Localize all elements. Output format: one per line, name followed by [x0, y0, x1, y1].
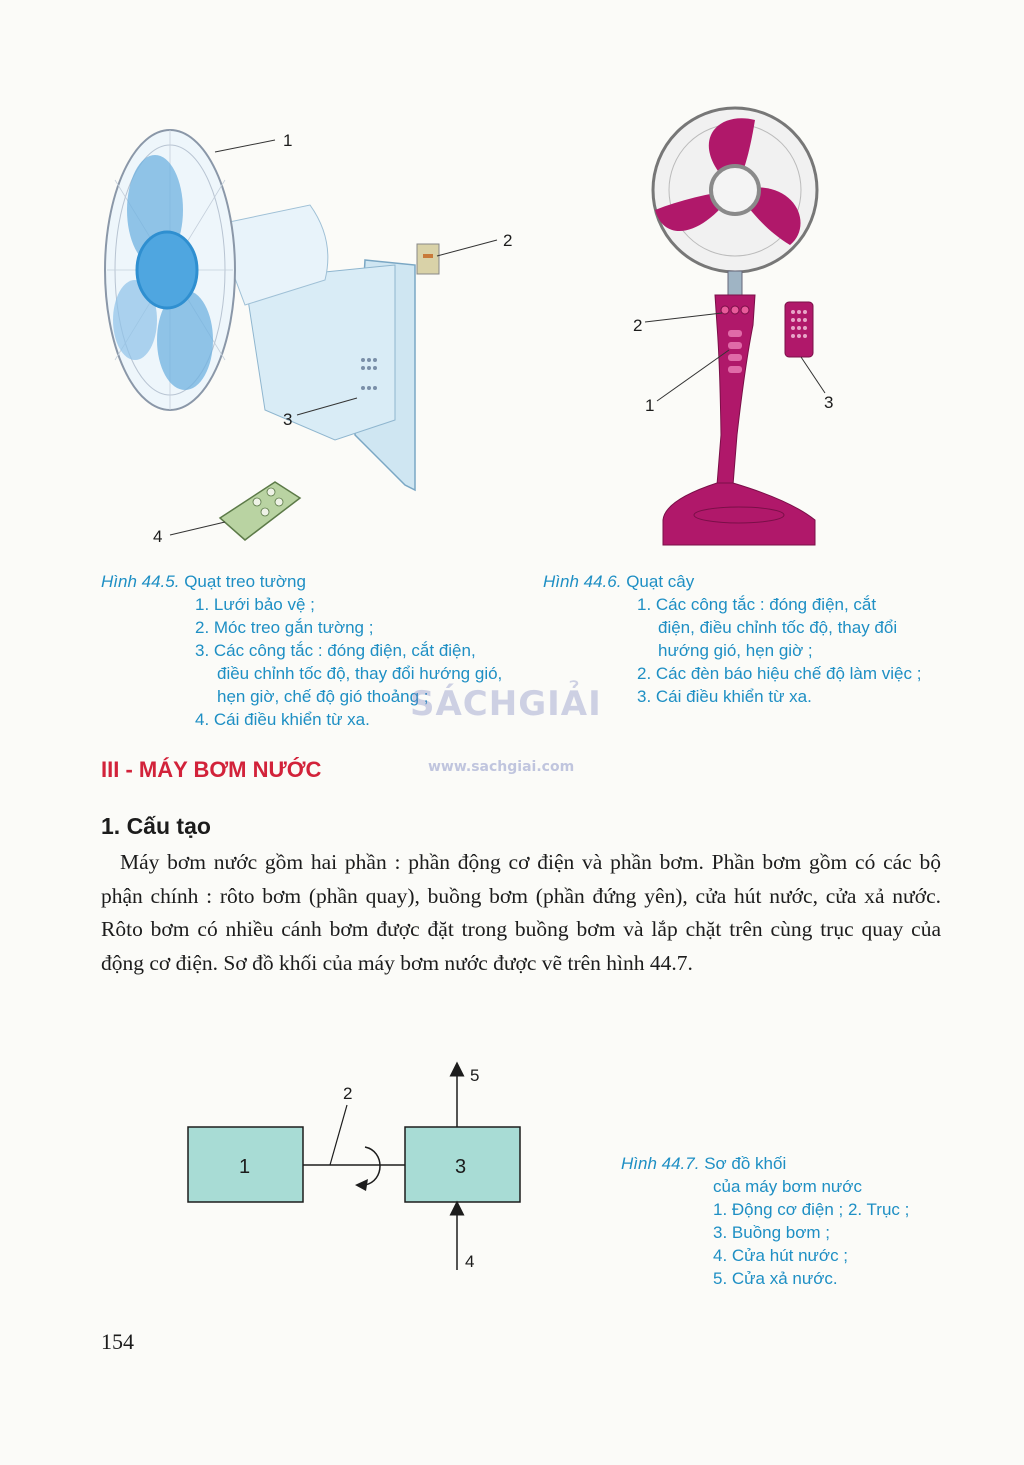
- pump-block-diagram: [180, 1055, 540, 1280]
- figure-44-5-item: 3. Các công tắc : đóng điện, cắt điện,: [195, 641, 476, 660]
- figure-44-5-label: Hình 44.5.: [101, 572, 180, 591]
- watermark-brand: SÁCHGIẢI: [410, 684, 602, 724]
- figure-44-6-item: 1. Các công tắc : đóng điện, cắt: [637, 595, 877, 614]
- subsection-heading: 1. Cấu tạo: [101, 813, 211, 839]
- standing-fan-illustration: [625, 105, 855, 560]
- figure-44-5-item: điều chỉnh tốc độ, thay đổi hướng gió,: [217, 664, 503, 683]
- figure-44-7-title: Sơ đồ khối: [704, 1154, 787, 1173]
- figure-44-6-label: Hình 44.6.: [543, 572, 622, 591]
- motor-block-label: 1: [239, 1156, 251, 1178]
- inlet-callout-4: 4: [465, 1252, 475, 1271]
- watermark: [410, 684, 620, 774]
- figure-44-7-caption: [621, 1152, 961, 1290]
- outlet-callout-5: 5: [470, 1066, 480, 1085]
- figure-44-7-item: 5. Cửa xả nước.: [713, 1269, 838, 1288]
- figure-44-6-item: điện, điều chỉnh tốc độ, thay đổi: [658, 618, 898, 637]
- figure-44-5-item: hẹn giờ, chế độ gió thoảng ;: [217, 687, 429, 706]
- figure-44-5-item: 2. Móc treo gắn tường ;: [195, 618, 374, 637]
- figure-44-5-item: 1. Lưới bảo vệ ;: [195, 595, 315, 614]
- figure-44-6-title-line: [543, 570, 973, 593]
- wall-fan-callout-1: 1: [283, 131, 293, 150]
- standing-fan-callout-3: 3: [824, 393, 834, 412]
- figure-44-7-label: Hình 44.7.: [621, 1154, 700, 1173]
- section-heading: III - MÁY BƠM NƯỚC: [101, 757, 322, 782]
- figure-44-7-item: 4. Cửa hút nước ;: [713, 1246, 849, 1265]
- figure-44-7-item: 3. Buồng bơm ;: [713, 1223, 830, 1242]
- wall-fan-callout-2: 2: [503, 231, 513, 250]
- figure-44-7-title-line: [621, 1152, 961, 1175]
- figure-44-5-title: Quạt treo tường: [184, 572, 306, 591]
- figure-44-5-item: 4. Cái điều khiển từ xa.: [195, 710, 370, 729]
- standing-fan-callout-2: 2: [633, 316, 643, 335]
- figure-44-6-item: hướng gió, hẹn giờ ;: [658, 641, 813, 660]
- figure-44-6-item: 3. Cái điều khiển từ xa.: [637, 687, 812, 706]
- wall-fan-illustration: [95, 120, 535, 560]
- wall-fan-callout-3: 3: [283, 410, 293, 429]
- standing-fan-callout-1: 1: [645, 396, 655, 415]
- watermark-url: www.sachgiai.com: [428, 759, 575, 775]
- page-number: 154: [101, 1329, 134, 1354]
- pump-chamber-block-label: 3: [455, 1156, 467, 1178]
- figure-44-7-subtitle: của máy bơm nước: [713, 1177, 862, 1196]
- shaft-callout-2: 2: [343, 1084, 353, 1103]
- figure-44-5-title-line: [101, 570, 531, 593]
- figure-44-6-title: Quạt cây: [626, 572, 695, 591]
- figure-44-7-item: 1. Động cơ điện ; 2. Trục ;: [713, 1200, 910, 1219]
- wall-fan-callout-4: 4: [153, 527, 163, 546]
- figure-44-6-item: 2. Các đèn báo hiệu chế độ làm việc ;: [637, 664, 922, 683]
- body-paragraph: Máy bơm nước gồm hai phần : phần động cơ điện và phần bơm. Phần bơm gồm có các bộ phận chính : rôto bơm (phần quay), buồng bơm (phần đứng yên), cửa hút nước, cửa xả nước. Rôto bơm có nhiều cánh bơm được đặt trong buồng bơm và lắp chặt trên cùng trục quay của động cơ điện. Sơ đồ khối của máy bơm nước được vẽ trên hình 44.7.: [101, 850, 941, 975]
